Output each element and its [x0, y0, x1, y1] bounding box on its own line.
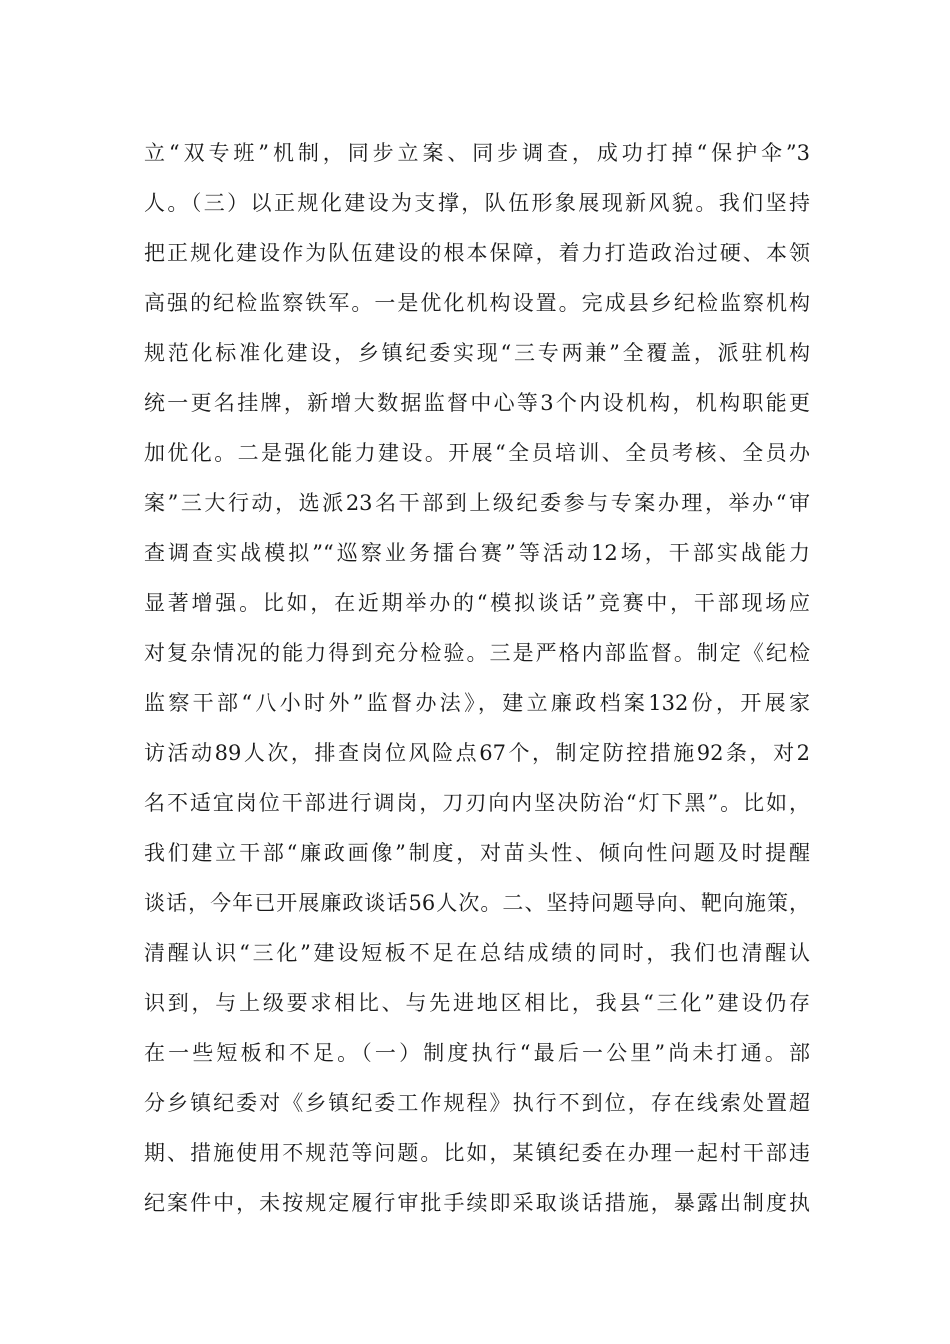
text-line-6: 统一更名挂牌，新增大数据监督中心等3个内设机构，机构职能更	[144, 391, 810, 415]
text-line-11: 对复杂情况的能力得到充分检验。三是严格内部监督。制定《纪检	[144, 641, 810, 665]
text-line-17: 清醒认识“三化”建设短板不足在总结成绩的同时，我们也清醒认	[144, 941, 810, 965]
text-line-10: 显著增强。比如，在近期举办的“模拟谈话”竞赛中，干部现场应	[144, 591, 810, 615]
text-line-16: 谈话，今年已开展廉政谈话56人次。二、坚持问题导向、靶向施策，	[144, 891, 810, 915]
text-line-19: 在一些短板和不足。（一）制度执行“最后一公里”尚未打通。部	[144, 1041, 810, 1065]
text-line-3: 把正规化建设作为队伍建设的根本保障，着力打造政治过硬、本领	[144, 241, 810, 265]
text-line-18: 识到，与上级要求相比、与先进地区相比，我县“三化”建设仍存	[144, 991, 810, 1015]
text-line-13: 访活动89人次，排查岗位风险点67个，制定防控措施92条，对2	[144, 741, 810, 765]
text-line-8: 案”三大行动，选派23名干部到上级纪委参与专案办理，举办“审	[144, 491, 810, 515]
text-line-1: 立“双专班”机制，同步立案、同步调查，成功打掉“保护伞”3	[144, 141, 810, 165]
text-line-2: 人。（三）以正规化建设为支撑，队伍形象展现新风貌。我们坚持	[144, 191, 810, 215]
text-line-22: 纪案件中，未按规定履行审批手续即采取谈话措施，暴露出制度执	[144, 1191, 810, 1215]
text-line-7: 加优化。二是强化能力建设。开展“全员培训、全员考核、全员办	[144, 441, 810, 465]
text-line-12: 监察干部“八小时外”监督办法》，建立廉政档案132份，开展家	[144, 691, 810, 715]
text-line-20: 分乡镇纪委对《乡镇纪委工作规程》执行不到位，存在线索处置超	[144, 1091, 810, 1115]
text-line-15: 我们建立干部“廉政画像”制度，对苗头性、倾向性问题及时提醒	[144, 841, 810, 865]
text-line-9: 查调查实战模拟”“巡察业务擂台赛”等活动12场，干部实战能力	[144, 541, 810, 565]
text-line-14: 名不适宜岗位干部进行调岗，刀刃向内坚决防治“灯下黑”。比如，	[144, 791, 810, 815]
body-text	[144, 128, 810, 1228]
text-line-21: 期、措施使用不规范等问题。比如，某镇纪委在办理一起村干部违	[144, 1141, 810, 1165]
text-line-4: 高强的纪检监察铁军。一是优化机构设置。完成县乡纪检监察机构	[144, 291, 810, 315]
text-line-5: 规范化标准化建设，乡镇纪委实现“三专两兼”全覆盖，派驻机构	[144, 341, 810, 365]
